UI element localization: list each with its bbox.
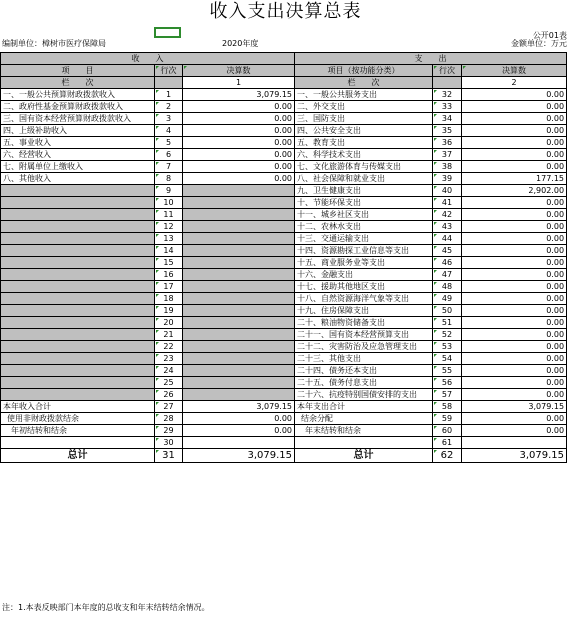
table-row bbox=[1, 209, 567, 221]
income-item-header: 项 目 bbox=[1, 65, 155, 77]
table-row bbox=[1, 137, 567, 149]
table-row bbox=[1, 149, 567, 161]
table-row bbox=[1, 89, 567, 101]
income-item-cell[interactable]: 八、其他收入 bbox=[1, 173, 155, 185]
income-rowno-cell[interactable]: 11 bbox=[155, 209, 183, 221]
income-item-cell[interactable] bbox=[1, 269, 155, 281]
expense-summary-item[interactable]: 结余分配 bbox=[295, 413, 433, 425]
expense-amount-cell[interactable]: 0.00 bbox=[462, 329, 567, 341]
expense-summary-rowno[interactable]: 61 bbox=[433, 437, 462, 449]
expense-rowno-cell[interactable]: 43 bbox=[433, 221, 462, 233]
expense-item-cell[interactable]: 二、外交支出 bbox=[295, 101, 433, 113]
expense-item-cell[interactable]: 二十、粮油物资储备支出 bbox=[295, 317, 433, 329]
expense-item-cell[interactable]: 十二、农林水支出 bbox=[295, 221, 433, 233]
income-rowno-cell[interactable]: 22 bbox=[155, 341, 183, 353]
income-item-cell[interactable] bbox=[1, 377, 155, 389]
income-amount-cell[interactable] bbox=[183, 341, 295, 353]
unit-label: 编制单位：樟树市医疗保障局 bbox=[2, 39, 106, 48]
income-column-label: 栏 次 bbox=[1, 77, 155, 89]
income-summary-amount[interactable]: 3,079.15 bbox=[183, 401, 295, 413]
expense-rowno-cell[interactable]: 44 bbox=[433, 233, 462, 245]
income-item-cell[interactable] bbox=[1, 233, 155, 245]
income-item-cell[interactable] bbox=[1, 293, 155, 305]
income-item-cell[interactable]: 二、政府性基金预算财政拨款收入 bbox=[1, 101, 155, 113]
income-summary-amount[interactable]: 0.00 bbox=[183, 413, 295, 425]
income-item-cell[interactable] bbox=[1, 317, 155, 329]
income-amount-cell[interactable] bbox=[183, 185, 295, 197]
expense-rowno-cell[interactable]: 50 bbox=[433, 305, 462, 317]
income-summary-amount[interactable] bbox=[183, 437, 295, 449]
table-row bbox=[1, 197, 567, 209]
table-row bbox=[1, 317, 567, 329]
income-summary-item[interactable]: 使用非财政拨款结余 bbox=[1, 413, 155, 425]
income-rowno-cell[interactable]: 2 bbox=[155, 101, 183, 113]
income-amount-cell[interactable] bbox=[183, 221, 295, 233]
expense-rowno-cell[interactable]: 57 bbox=[433, 389, 462, 401]
expense-summary-amount[interactable]: 3,079.15 bbox=[462, 401, 567, 413]
income-item-cell[interactable] bbox=[1, 209, 155, 221]
income-amount-cell[interactable] bbox=[183, 293, 295, 305]
income-rowno-cell[interactable]: 15 bbox=[155, 257, 183, 269]
expense-rowno-cell[interactable]: 52 bbox=[433, 329, 462, 341]
selected-cell[interactable] bbox=[154, 27, 181, 38]
income-amount-header: 决算数 bbox=[183, 65, 295, 77]
expense-rowno-cell[interactable]: 36 bbox=[433, 137, 462, 149]
expense-amount-cell[interactable]: 0.00 bbox=[462, 161, 567, 173]
expense-amount-cell[interactable]: 0.00 bbox=[462, 293, 567, 305]
income-rowno-cell[interactable]: 17 bbox=[155, 281, 183, 293]
income-item-cell[interactable] bbox=[1, 329, 155, 341]
income-rowno-cell[interactable]: 10 bbox=[155, 197, 183, 209]
expense-section-header: 支 出 bbox=[295, 53, 567, 65]
expense-amount-cell[interactable]: 0.00 bbox=[462, 389, 567, 401]
summary-row bbox=[1, 437, 567, 449]
income-item-cell[interactable]: 三、国有资本经营预算财政拨款收入 bbox=[1, 113, 155, 125]
expense-item-cell[interactable]: 二十四、债务还本支出 bbox=[295, 365, 433, 377]
income-amount-cell[interactable] bbox=[183, 305, 295, 317]
expense-item-cell[interactable]: 十八、自然资源海洋气象等支出 bbox=[295, 293, 433, 305]
income-item-cell[interactable] bbox=[1, 257, 155, 269]
expense-item-cell[interactable]: 二十五、债务付息支出 bbox=[295, 377, 433, 389]
income-summary-rowno[interactable]: 29 bbox=[155, 425, 183, 437]
expense-rowno-cell[interactable]: 38 bbox=[433, 161, 462, 173]
expense-amount-cell[interactable]: 0.00 bbox=[462, 353, 567, 365]
table-row bbox=[1, 269, 567, 281]
expense-total-amount[interactable]: 3,079.15 bbox=[462, 449, 567, 463]
expense-amount-cell[interactable]: 0.00 bbox=[462, 257, 567, 269]
income-total-rowno[interactable]: 31 bbox=[155, 449, 183, 463]
table-row bbox=[1, 377, 567, 389]
income-rowno-cell[interactable]: 12 bbox=[155, 221, 183, 233]
income-summary-rowno[interactable]: 27 bbox=[155, 401, 183, 413]
expense-rowno-cell[interactable]: 40 bbox=[433, 185, 462, 197]
income-amount-cell[interactable] bbox=[183, 257, 295, 269]
income-item-cell[interactable] bbox=[1, 281, 155, 293]
expense-rowno-cell[interactable]: 45 bbox=[433, 245, 462, 257]
income-amount-cell[interactable]: 0.00 bbox=[183, 125, 295, 137]
expense-rowno-header: 行次 bbox=[433, 65, 462, 77]
income-amount-cell[interactable]: 3,079.15 bbox=[183, 89, 295, 101]
income-amount-cell[interactable]: 0.00 bbox=[183, 161, 295, 173]
income-rowno-cell[interactable]: 1 bbox=[155, 89, 183, 101]
income-amount-cell[interactable] bbox=[183, 353, 295, 365]
table-row bbox=[1, 125, 567, 137]
income-rowno-cell[interactable]: 16 bbox=[155, 269, 183, 281]
table-row bbox=[1, 161, 567, 173]
income-rowno-cell[interactable]: 6 bbox=[155, 149, 183, 161]
expense-rowno-cell[interactable]: 34 bbox=[433, 113, 462, 125]
expense-item-cell[interactable]: 六、科学技术支出 bbox=[295, 149, 433, 161]
table-row bbox=[1, 245, 567, 257]
income-item-cell[interactable] bbox=[1, 365, 155, 377]
expense-summary-item[interactable]: 本年支出合计 bbox=[295, 401, 433, 413]
table-row bbox=[1, 257, 567, 269]
expense-item-cell[interactable]: 五、教育支出 bbox=[295, 137, 433, 149]
income-rowno-cell[interactable]: 13 bbox=[155, 233, 183, 245]
table-row bbox=[1, 221, 567, 233]
income-summary-item[interactable] bbox=[1, 437, 155, 449]
income-rowno-cell[interactable]: 18 bbox=[155, 293, 183, 305]
table-row bbox=[1, 293, 567, 305]
expense-rowno-cell[interactable]: 35 bbox=[433, 125, 462, 137]
table-row bbox=[1, 365, 567, 377]
expense-amount-cell[interactable]: 0.00 bbox=[462, 365, 567, 377]
income-item-cell[interactable]: 五、事业收入 bbox=[1, 137, 155, 149]
income-total-amount[interactable]: 3,079.15 bbox=[183, 449, 295, 463]
table-row bbox=[1, 389, 567, 401]
income-summary-item[interactable]: 年初结转和结余 bbox=[1, 425, 155, 437]
income-item-cell[interactable] bbox=[1, 245, 155, 257]
income-amount-cell[interactable] bbox=[183, 197, 295, 209]
income-amount-cell[interactable] bbox=[183, 329, 295, 341]
income-rowno-cell[interactable]: 24 bbox=[155, 365, 183, 377]
income-amount-cell[interactable] bbox=[183, 317, 295, 329]
expense-amount-cell[interactable]: 0.00 bbox=[462, 269, 567, 281]
money-unit: 金额单位：万元 bbox=[511, 39, 567, 48]
expense-rowno-cell[interactable]: 32 bbox=[433, 89, 462, 101]
expense-amount-cell[interactable]: 0.00 bbox=[462, 221, 567, 233]
income-amount-cell[interactable] bbox=[183, 365, 295, 377]
expense-item-cell[interactable]: 二十一、国有资本经营预算支出 bbox=[295, 329, 433, 341]
expense-rowno-cell[interactable]: 33 bbox=[433, 101, 462, 113]
expense-amount-cell[interactable]: 0.00 bbox=[462, 281, 567, 293]
income-item-cell[interactable] bbox=[1, 341, 155, 353]
total-row bbox=[1, 449, 567, 463]
expense-rowno-cell[interactable]: 46 bbox=[433, 257, 462, 269]
income-amount-cell[interactable]: 0.00 bbox=[183, 101, 295, 113]
expense-item-cell[interactable]: 二十六、抗疫特别国债安排的支出 bbox=[295, 389, 433, 401]
table-row bbox=[1, 185, 567, 197]
income-amount-cell[interactable] bbox=[183, 209, 295, 221]
income-column-blank bbox=[155, 77, 183, 89]
expense-amount-cell[interactable]: 177.15 bbox=[462, 173, 567, 185]
expense-rowno-cell[interactable]: 56 bbox=[433, 377, 462, 389]
table-row bbox=[1, 173, 567, 185]
expense-amount-cell[interactable]: 0.00 bbox=[462, 101, 567, 113]
expense-amount-cell[interactable]: 0.00 bbox=[462, 341, 567, 353]
expense-rowno-cell[interactable]: 47 bbox=[433, 269, 462, 281]
expense-item-cell[interactable]: 二十二、灾害防治及应急管理支出 bbox=[295, 341, 433, 353]
expense-amount-header: 决算数 bbox=[462, 65, 567, 77]
expense-summary-rowno[interactable]: 60 bbox=[433, 425, 462, 437]
income-amount-cell[interactable] bbox=[183, 377, 295, 389]
income-item-cell[interactable]: 六、经营收入 bbox=[1, 149, 155, 161]
expense-column-label: 栏 次 bbox=[295, 77, 433, 89]
expense-amount-cell[interactable]: 0.00 bbox=[462, 197, 567, 209]
expense-amount-cell[interactable]: 0.00 bbox=[462, 233, 567, 245]
income-section-header: 收 入 bbox=[1, 53, 295, 65]
expense-rowno-cell[interactable]: 54 bbox=[433, 353, 462, 365]
expense-item-cell[interactable]: 三、国防支出 bbox=[295, 113, 433, 125]
income-rowno-cell[interactable]: 9 bbox=[155, 185, 183, 197]
income-item-cell[interactable] bbox=[1, 353, 155, 365]
expense-item-cell[interactable]: 十一、城乡社区支出 bbox=[295, 209, 433, 221]
income-rowno-cell[interactable]: 8 bbox=[155, 173, 183, 185]
income-item-cell[interactable]: 一、一般公共预算财政拨款收入 bbox=[1, 89, 155, 101]
income-rowno-cell[interactable]: 14 bbox=[155, 245, 183, 257]
income-item-cell[interactable] bbox=[1, 197, 155, 209]
income-total-label[interactable]: 总计 bbox=[1, 449, 155, 463]
expense-amount-cell[interactable]: 2,902.00 bbox=[462, 185, 567, 197]
summary-row bbox=[1, 425, 567, 437]
income-summary-rowno[interactable]: 28 bbox=[155, 413, 183, 425]
income-rowno-cell[interactable]: 4 bbox=[155, 125, 183, 137]
form-number: 公开01表 bbox=[532, 31, 567, 40]
expense-item-cell[interactable]: 七、文化旅游体育与传媒支出 bbox=[295, 161, 433, 173]
income-amount-cell[interactable] bbox=[183, 233, 295, 245]
income-rowno-cell[interactable]: 23 bbox=[155, 353, 183, 365]
income-item-cell[interactable] bbox=[1, 389, 155, 401]
expense-item-cell[interactable]: 十五、商业服务业等支出 bbox=[295, 257, 433, 269]
expense-rowno-cell[interactable]: 39 bbox=[433, 173, 462, 185]
expense-item-cell[interactable]: 十四、资源勘探工业信息等支出 bbox=[295, 245, 433, 257]
table-row bbox=[1, 353, 567, 365]
income-rowno-cell[interactable]: 19 bbox=[155, 305, 183, 317]
expense-summary-amount[interactable]: 0.00 bbox=[462, 425, 567, 437]
expense-column-index: 2 bbox=[462, 77, 567, 89]
income-summary-item[interactable]: 本年收入合计 bbox=[1, 401, 155, 413]
expense-amount-cell[interactable]: 0.00 bbox=[462, 125, 567, 137]
income-item-cell[interactable] bbox=[1, 221, 155, 233]
expense-rowno-cell[interactable]: 49 bbox=[433, 293, 462, 305]
income-item-cell[interactable]: 四、上级补助收入 bbox=[1, 125, 155, 137]
table-row bbox=[1, 281, 567, 293]
income-amount-cell[interactable] bbox=[183, 269, 295, 281]
table-row bbox=[1, 233, 567, 245]
income-column-index: 1 bbox=[183, 77, 295, 89]
income-item-cell[interactable]: 七、附属单位上缴收入 bbox=[1, 161, 155, 173]
header-row-column-index bbox=[1, 77, 567, 89]
income-amount-cell[interactable] bbox=[183, 281, 295, 293]
income-summary-rowno[interactable]: 30 bbox=[155, 437, 183, 449]
report-title: 收入支出决算总表 bbox=[209, 1, 362, 22]
header-row-sections bbox=[1, 53, 567, 65]
expense-item-header: 项目（按功能分类） bbox=[295, 65, 433, 77]
expense-summary-rowno[interactable]: 59 bbox=[433, 413, 462, 425]
income-amount-cell[interactable]: 0.00 bbox=[183, 137, 295, 149]
expense-rowno-cell[interactable]: 48 bbox=[433, 281, 462, 293]
expense-summary-amount[interactable]: 0.00 bbox=[462, 413, 567, 425]
expense-column-blank bbox=[433, 77, 462, 89]
income-rowno-cell[interactable]: 21 bbox=[155, 329, 183, 341]
expense-amount-cell[interactable]: 0.00 bbox=[462, 89, 567, 101]
expense-summary-rowno[interactable]: 58 bbox=[433, 401, 462, 413]
expense-item-cell[interactable]: 十六、金融支出 bbox=[295, 269, 433, 281]
expense-amount-cell[interactable]: 0.00 bbox=[462, 245, 567, 257]
header-row-columns bbox=[1, 65, 567, 77]
expense-rowno-cell[interactable]: 55 bbox=[433, 365, 462, 377]
expense-rowno-cell[interactable]: 41 bbox=[433, 197, 462, 209]
expense-item-cell[interactable]: 十、节能环保支出 bbox=[295, 197, 433, 209]
income-amount-cell[interactable]: 0.00 bbox=[183, 149, 295, 161]
table-row bbox=[1, 113, 567, 125]
expense-rowno-cell[interactable]: 42 bbox=[433, 209, 462, 221]
income-rowno-header: 行次 bbox=[155, 65, 183, 77]
table-row bbox=[1, 329, 567, 341]
income-rowno-cell[interactable]: 26 bbox=[155, 389, 183, 401]
year-label: 2020年度 bbox=[222, 39, 259, 48]
income-rowno-cell[interactable]: 5 bbox=[155, 137, 183, 149]
income-amount-cell[interactable]: 0.00 bbox=[183, 113, 295, 125]
income-item-cell[interactable] bbox=[1, 185, 155, 197]
expense-amount-cell[interactable]: 0.00 bbox=[462, 149, 567, 161]
expense-total-rowno[interactable]: 62 bbox=[433, 449, 462, 463]
expense-amount-cell[interactable]: 0.00 bbox=[462, 317, 567, 329]
expense-rowno-cell[interactable]: 51 bbox=[433, 317, 462, 329]
summary-row bbox=[1, 413, 567, 425]
income-amount-cell[interactable] bbox=[183, 389, 295, 401]
expense-rowno-cell[interactable]: 37 bbox=[433, 149, 462, 161]
income-item-cell[interactable] bbox=[1, 305, 155, 317]
expense-item-cell[interactable]: 十九、住房保障支出 bbox=[295, 305, 433, 317]
expense-item-cell[interactable]: 二十三、其他支出 bbox=[295, 353, 433, 365]
expense-summary-amount[interactable] bbox=[462, 437, 567, 449]
expense-total-label[interactable]: 总计 bbox=[295, 449, 433, 463]
expense-amount-cell[interactable]: 0.00 bbox=[462, 377, 567, 389]
footnote: 注：1.本表反映部门本年度的总收支和年末结转结余情况。 bbox=[2, 603, 210, 612]
expense-item-cell[interactable]: 一、一般公共服务支出 bbox=[295, 89, 433, 101]
expense-item-cell[interactable]: 九、卫生健康支出 bbox=[295, 185, 433, 197]
income-amount-cell[interactable]: 0.00 bbox=[183, 173, 295, 185]
expense-amount-cell[interactable]: 0.00 bbox=[462, 137, 567, 149]
expense-item-cell[interactable]: 四、公共安全支出 bbox=[295, 125, 433, 137]
table-row bbox=[1, 101, 567, 113]
summary-row bbox=[1, 401, 567, 413]
income-rowno-cell[interactable]: 25 bbox=[155, 377, 183, 389]
income-expense-table bbox=[0, 52, 567, 463]
expense-summary-item[interactable] bbox=[295, 437, 433, 449]
expense-rowno-cell[interactable]: 53 bbox=[433, 341, 462, 353]
income-rowno-cell[interactable]: 20 bbox=[155, 317, 183, 329]
income-amount-cell[interactable] bbox=[183, 245, 295, 257]
table-row bbox=[1, 305, 567, 317]
table-row bbox=[1, 341, 567, 353]
expense-item-cell[interactable]: 十七、援助其他地区支出 bbox=[295, 281, 433, 293]
expense-amount-cell[interactable]: 0.00 bbox=[462, 209, 567, 221]
expense-amount-cell[interactable]: 0.00 bbox=[462, 305, 567, 317]
expense-summary-item[interactable]: 年末结转和结余 bbox=[295, 425, 433, 437]
expense-amount-cell[interactable]: 0.00 bbox=[462, 113, 567, 125]
income-rowno-cell[interactable]: 3 bbox=[155, 113, 183, 125]
income-rowno-cell[interactable]: 7 bbox=[155, 161, 183, 173]
expense-item-cell[interactable]: 八、社会保障和就业支出 bbox=[295, 173, 433, 185]
income-summary-amount[interactable]: 0.00 bbox=[183, 425, 295, 437]
expense-item-cell[interactable]: 十三、交通运输支出 bbox=[295, 233, 433, 245]
